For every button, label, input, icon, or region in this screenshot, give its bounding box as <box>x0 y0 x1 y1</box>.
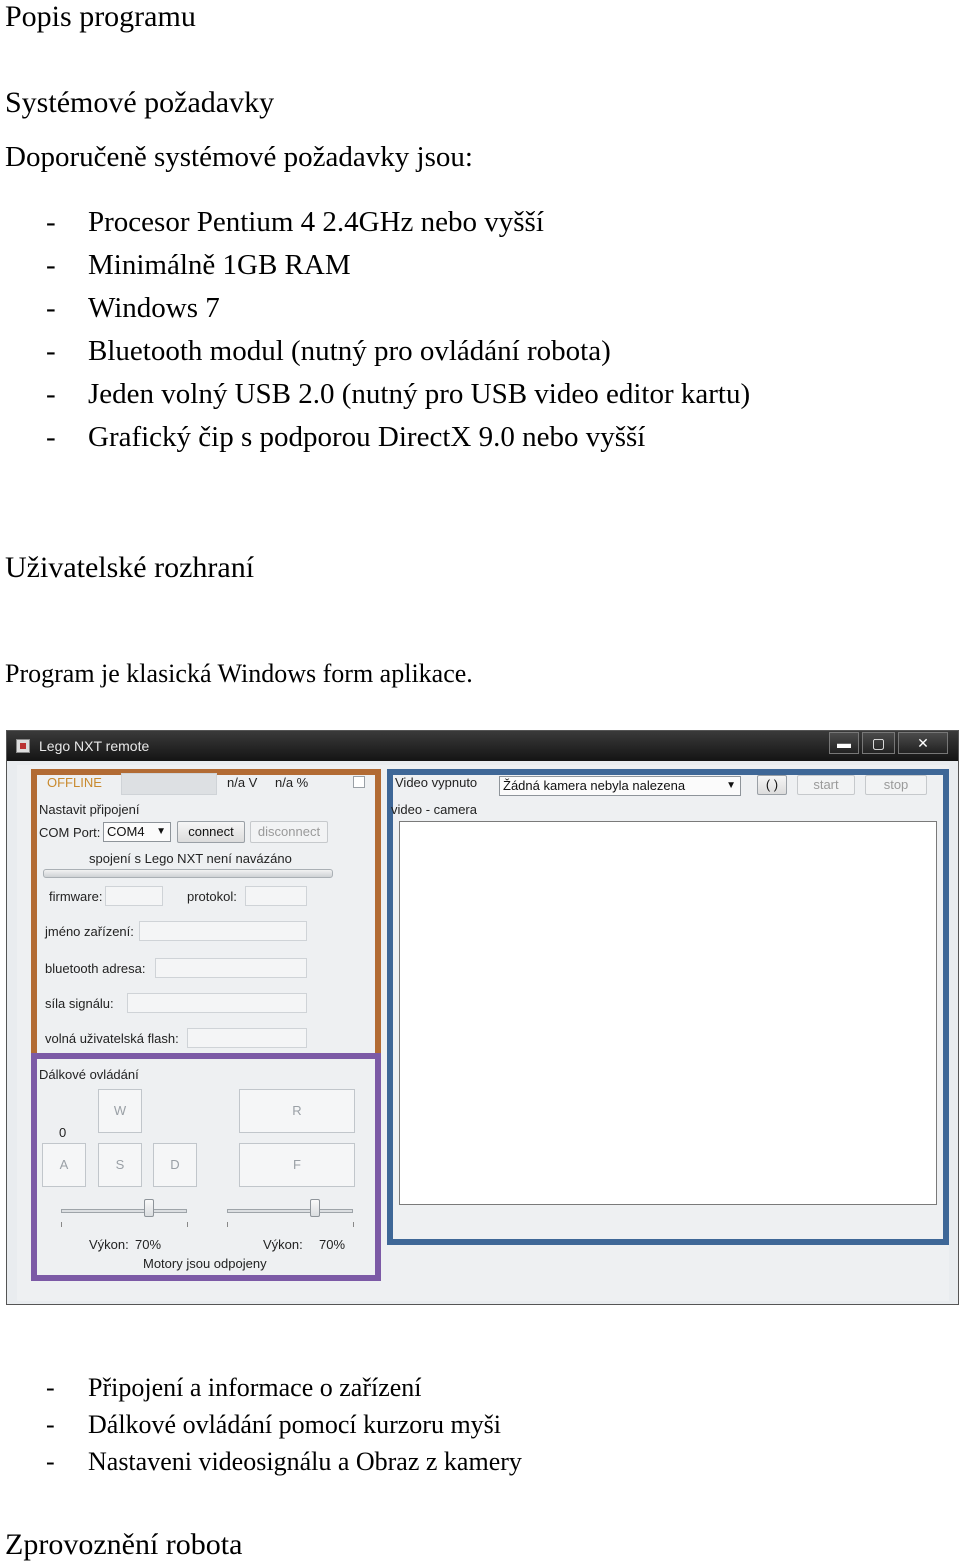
key-d-button[interactable]: D <box>153 1143 197 1187</box>
key-r-button[interactable]: R <box>239 1089 355 1133</box>
slider-thumb[interactable] <box>144 1199 154 1217</box>
list-bullet: - <box>46 1373 55 1402</box>
com-port-label: COM Port: <box>39 825 101 840</box>
chevron-down-icon: ▼ <box>726 780 736 791</box>
window-title: Lego NXT remote <box>39 738 150 754</box>
key-s-button[interactable]: S <box>98 1143 142 1187</box>
page-title: Popis programu <box>5 0 196 33</box>
list-bullet: - <box>46 421 56 453</box>
section-heading-ui: Uživatelské rozhraní <box>5 551 255 584</box>
motors-status: Motory jsou odpojeny <box>143 1256 267 1271</box>
close-button[interactable]: ✕ <box>898 732 948 754</box>
chevron-down-icon: ▼ <box>156 826 166 837</box>
slider-track <box>227 1209 353 1213</box>
com-port-select[interactable]: COM4 ▼ <box>103 822 171 842</box>
video-status: Video vypnuto <box>395 775 478 790</box>
flash-label: volná uživatelská flash: <box>45 1031 179 1046</box>
start-button[interactable]: start <box>797 775 855 795</box>
signal-field <box>127 993 307 1013</box>
power-label-left: Výkon: <box>89 1237 129 1252</box>
key-f-button[interactable]: F <box>239 1143 355 1187</box>
slider-thumb[interactable] <box>310 1199 320 1217</box>
bt-address-label: bluetooth adresa: <box>45 961 146 976</box>
ui-intro: Program je klasická Windows form aplikace. <box>5 659 473 688</box>
section-heading-requirements: Systémové požadavky <box>5 86 275 119</box>
list-bullet: - <box>46 1410 55 1439</box>
connect-button[interactable]: connect <box>177 821 245 843</box>
protocol-label: protokol: <box>187 889 237 904</box>
list-bullet: - <box>46 292 56 324</box>
connection-message: spojení s Lego NXT není navázáno <box>89 851 292 866</box>
video-area-label: video - camera <box>391 802 477 817</box>
power-label-right: Výkon: <box>263 1237 303 1252</box>
signal-label: síla signálu: <box>45 996 114 1011</box>
refresh-button[interactable]: ( ) <box>757 775 787 795</box>
stop-button[interactable]: stop <box>865 775 927 795</box>
battery-readout: n/a % <box>275 775 309 790</box>
option-checkbox[interactable] <box>353 776 365 788</box>
minimize-button[interactable]: ▬ <box>829 732 859 754</box>
battery-bar <box>121 773 217 795</box>
video-display <box>399 821 937 1205</box>
maximize-button[interactable]: ▢ <box>862 732 895 754</box>
disconnect-button[interactable]: disconnect <box>250 821 328 843</box>
key-a-button[interactable]: A <box>42 1143 86 1187</box>
list-bullet: - <box>46 206 56 238</box>
connection-group-label: Nastavit připojení <box>39 802 140 817</box>
remote-counter: 0 <box>59 1125 67 1140</box>
slider-tick <box>353 1222 354 1227</box>
title-bar <box>7 731 958 761</box>
requirements-intro: Doporučeně systémové požadavky jsou: <box>5 141 473 173</box>
power-value-left: 70% <box>135 1237 162 1252</box>
connection-status: OFFLINE <box>47 775 102 790</box>
slider-track <box>61 1209 187 1213</box>
app-window <box>6 730 959 1305</box>
device-name-label: jméno zařízení: <box>45 924 134 939</box>
firmware-field <box>105 886 163 906</box>
app-icon <box>16 739 30 753</box>
device-name-field <box>139 921 307 941</box>
slider-tick <box>227 1222 228 1227</box>
key-w-button[interactable]: W <box>98 1089 142 1133</box>
window-client-area <box>17 765 949 1301</box>
slider-tick <box>61 1222 62 1227</box>
remote-group-label: Dálkové ovládání <box>39 1067 139 1082</box>
connection-progress-bar <box>43 869 333 878</box>
list-bullet: - <box>46 335 56 367</box>
protocol-field <box>245 886 307 906</box>
power-value-right: 70% <box>319 1237 346 1252</box>
slider-tick <box>187 1222 188 1227</box>
section-heading-next: Zprovoznění robota <box>5 1528 243 1561</box>
voltage-readout: n/a V <box>227 775 258 790</box>
flash-field <box>187 1028 307 1048</box>
firmware-label: firmware: <box>49 889 103 904</box>
camera-select[interactable]: Žádná kamera nebyla nalezena ▼ <box>499 776 741 796</box>
list-bullet: - <box>46 249 56 281</box>
list-bullet: - <box>46 1447 55 1476</box>
list-bullet: - <box>46 378 56 410</box>
bt-address-field <box>155 958 307 978</box>
